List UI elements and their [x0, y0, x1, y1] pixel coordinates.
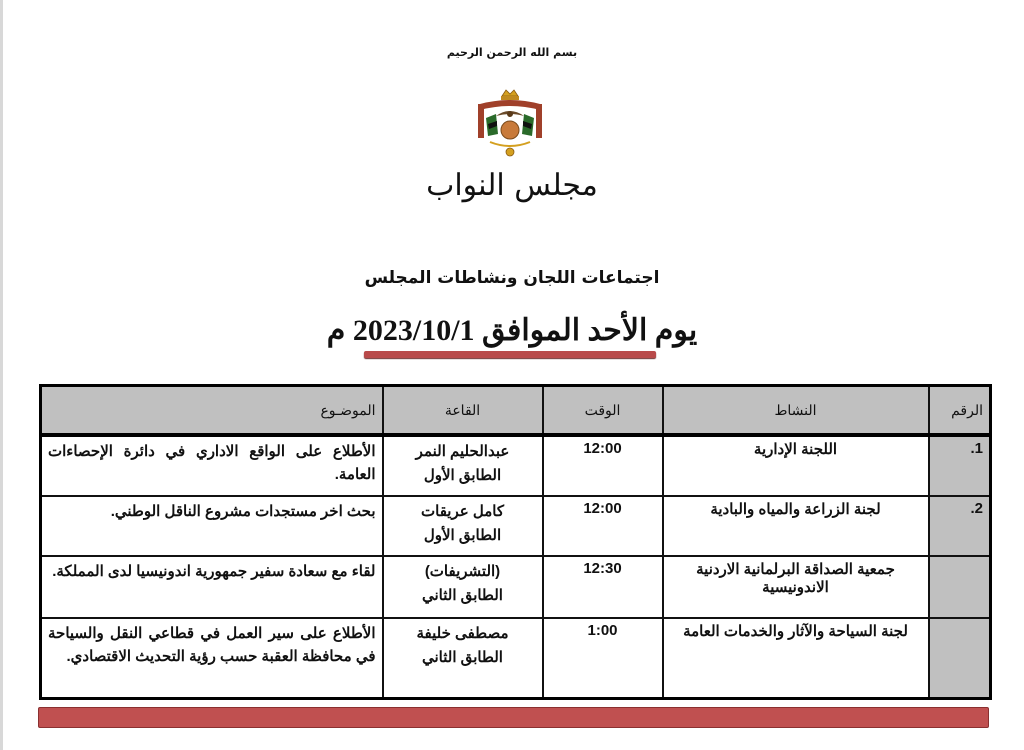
row-activity: اللجنة الإدارية: [663, 435, 929, 496]
row-hall: [383, 435, 543, 496]
row-hall: [383, 556, 543, 618]
schedule-table: [39, 384, 992, 700]
hall-name: كامل عريقات: [421, 503, 504, 520]
parliament-name-logo: مجلس النواب: [426, 168, 598, 203]
hall-floor: الطابق الثاني: [422, 649, 503, 666]
table-row: [41, 618, 991, 699]
row-time: 12:30: [543, 556, 663, 618]
row-topic: الأطلاع على سير العمل في قطاعي النقل والسياحة في محافظة العقبة حسب رؤية التحديث الاقتصادي.: [41, 618, 383, 699]
hall-name: عبدالحليم النمر: [415, 443, 510, 460]
row-activity: لجنة الزراعة والمياه والبادية: [663, 496, 929, 556]
row-time: 12:00: [543, 496, 663, 556]
row-number: 2.: [929, 496, 991, 556]
row-time: 1:00: [543, 618, 663, 699]
hall-floor: الطابق الأول: [423, 467, 502, 484]
basmala: بسم الله الرحمن الرحيم: [446, 46, 578, 59]
table-row: [41, 556, 991, 618]
row-topic: بحث اخر مستجدات مشروع الناقل الوطني.: [41, 496, 383, 556]
row-topic: الأطلاع على الواقع الاداري في دائرة الإحصاءات العامة.: [41, 435, 383, 496]
header-time: الوقت: [543, 386, 663, 436]
page-edge: [0, 0, 3, 750]
header-number: الرقم: [929, 386, 991, 436]
row-number: 1.: [929, 435, 991, 496]
hall-name: مصطفى خليفة: [416, 625, 509, 642]
page-title-date: يوم الأحد الموافق 2023/10/1 م: [326, 314, 698, 347]
table-header-row: [41, 386, 991, 436]
title-underline-bar: [364, 351, 656, 358]
hall-name: (التشريفات): [424, 563, 501, 580]
row-topic: لقاء مع سعادة سفير جمهورية اندونيسيا لدى المملكة.: [41, 556, 383, 618]
row-hall: [383, 496, 543, 556]
row-time: 12:00: [543, 435, 663, 496]
table-row: [41, 496, 991, 556]
hall-floor: الطابق الأول: [423, 527, 502, 544]
header-activity: النشاط: [663, 386, 929, 436]
row-activity: جمعية الصداقة البرلمانية الاردنية الاندونيسية: [663, 556, 929, 618]
header-topic: الموضـوع: [41, 386, 383, 436]
table-row: [41, 435, 991, 496]
header-hall: القاعة: [383, 386, 543, 436]
hall-floor: الطابق الثاني: [422, 587, 503, 604]
page-subtitle: اجتماعات اللجان ونشاطات المجلس: [364, 268, 660, 288]
footer-accent-bar: [38, 707, 989, 728]
row-activity: لجنة السياحة والآثار والخدمات العامة: [663, 618, 929, 699]
row-hall: [383, 618, 543, 699]
row-number: [929, 556, 991, 618]
row-number: [929, 618, 991, 699]
jordan-coat-of-arms-icon: [470, 88, 550, 160]
